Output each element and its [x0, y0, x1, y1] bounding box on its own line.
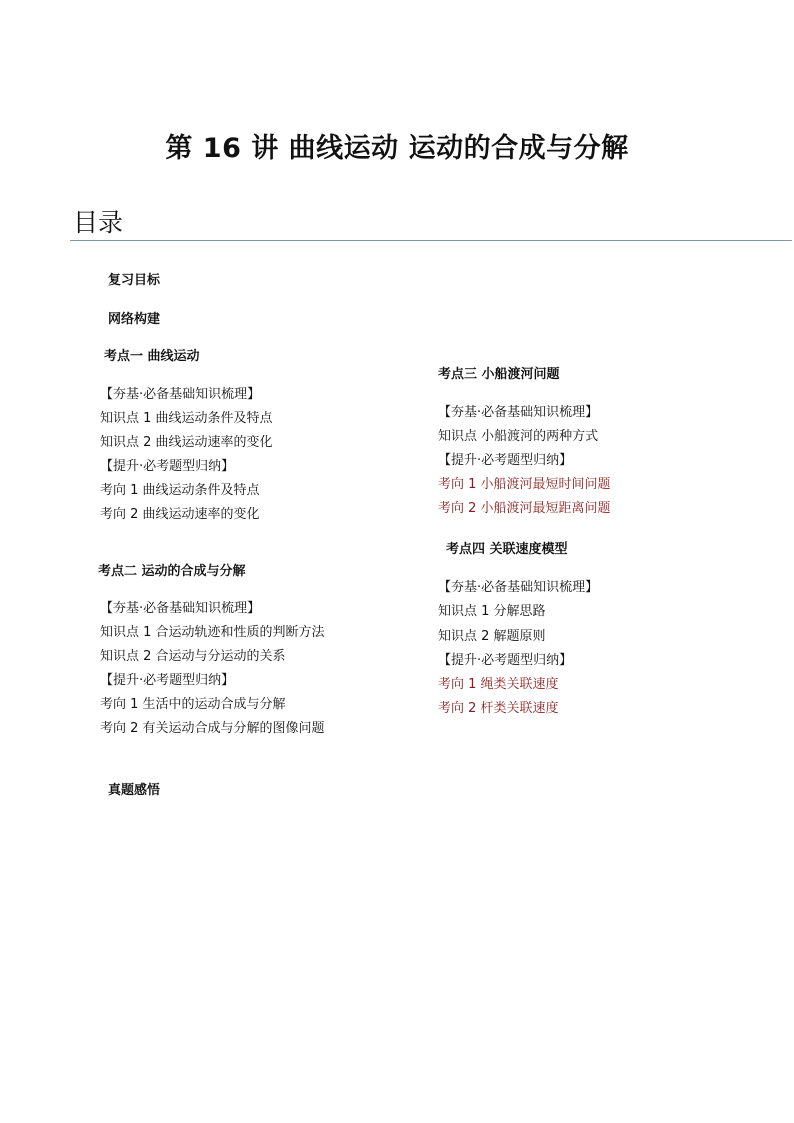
- toc-section4-link[interactable]: 考向 2 杆类关联速度: [438, 701, 559, 716]
- toc-real-questions[interactable]: 真题感悟: [108, 783, 161, 798]
- toc-section1-item[interactable]: 知识点 2 曲线运动速率的变化: [100, 435, 273, 450]
- toc-section4-item[interactable]: 【提升·必考题型归纳】: [438, 653, 573, 668]
- toc-review-goals[interactable]: 复习目标: [108, 273, 161, 288]
- toc-section3-heading[interactable]: 考点三 小船渡河问题: [438, 367, 560, 382]
- toc-section4-item[interactable]: 知识点 1 分解思路: [438, 604, 546, 619]
- toc-section4-link[interactable]: 考向 1 绳类关联速度: [438, 677, 559, 692]
- toc-section2-heading[interactable]: 考点二 运动的合成与分解: [98, 564, 246, 579]
- toc-section3-link[interactable]: 考向 1 小船渡河最短时间问题: [438, 477, 611, 492]
- toc-section2-item[interactable]: 【提升·必考题型归纳】: [100, 673, 235, 688]
- toc-section2-item[interactable]: 考向 2 有关运动合成与分解的图像问题: [100, 721, 325, 736]
- toc-section2-item[interactable]: 考向 1 生活中的运动合成与分解: [100, 697, 286, 712]
- toc-section2-item[interactable]: 【夯基·必备基础知识梳理】: [100, 601, 261, 616]
- toc-section4-heading[interactable]: 考点四 关联速度模型: [446, 542, 568, 557]
- document-title: 第 16 讲 曲线运动 运动的合成与分解: [165, 133, 629, 164]
- toc-divider: [70, 240, 792, 241]
- toc-section1-item[interactable]: 考向 1 曲线运动条件及特点: [100, 483, 260, 498]
- toc-section1-item[interactable]: 【夯基·必备基础知识梳理】: [100, 387, 261, 402]
- toc-section1-item[interactable]: 考向 2 曲线运动速率的变化: [100, 507, 260, 522]
- toc-section4-item[interactable]: 【夯基·必备基础知识梳理】: [438, 580, 599, 595]
- toc-section1-heading[interactable]: 考点一 曲线运动: [104, 349, 200, 364]
- toc-heading: 目录: [73, 208, 124, 237]
- toc-section2-item[interactable]: 知识点 2 合运动与分运动的关系: [100, 649, 286, 664]
- toc-section3-item[interactable]: 【夯基·必备基础知识梳理】: [438, 405, 599, 420]
- toc-section3-item[interactable]: 知识点 小船渡河的两种方式: [438, 429, 599, 444]
- toc-section1-item[interactable]: 【提升·必考题型归纳】: [100, 459, 235, 474]
- toc-section3-item[interactable]: 【提升·必考题型归纳】: [438, 453, 573, 468]
- toc-section3-link[interactable]: 考向 2 小船渡河最短距离问题: [438, 501, 611, 516]
- toc-network[interactable]: 网络构建: [108, 312, 161, 327]
- toc-section1-item[interactable]: 知识点 1 曲线运动条件及特点: [100, 411, 273, 426]
- toc-section4-item[interactable]: 知识点 2 解题原则: [438, 629, 546, 644]
- toc-section2-item[interactable]: 知识点 1 合运动轨迹和性质的判断方法: [100, 625, 325, 640]
